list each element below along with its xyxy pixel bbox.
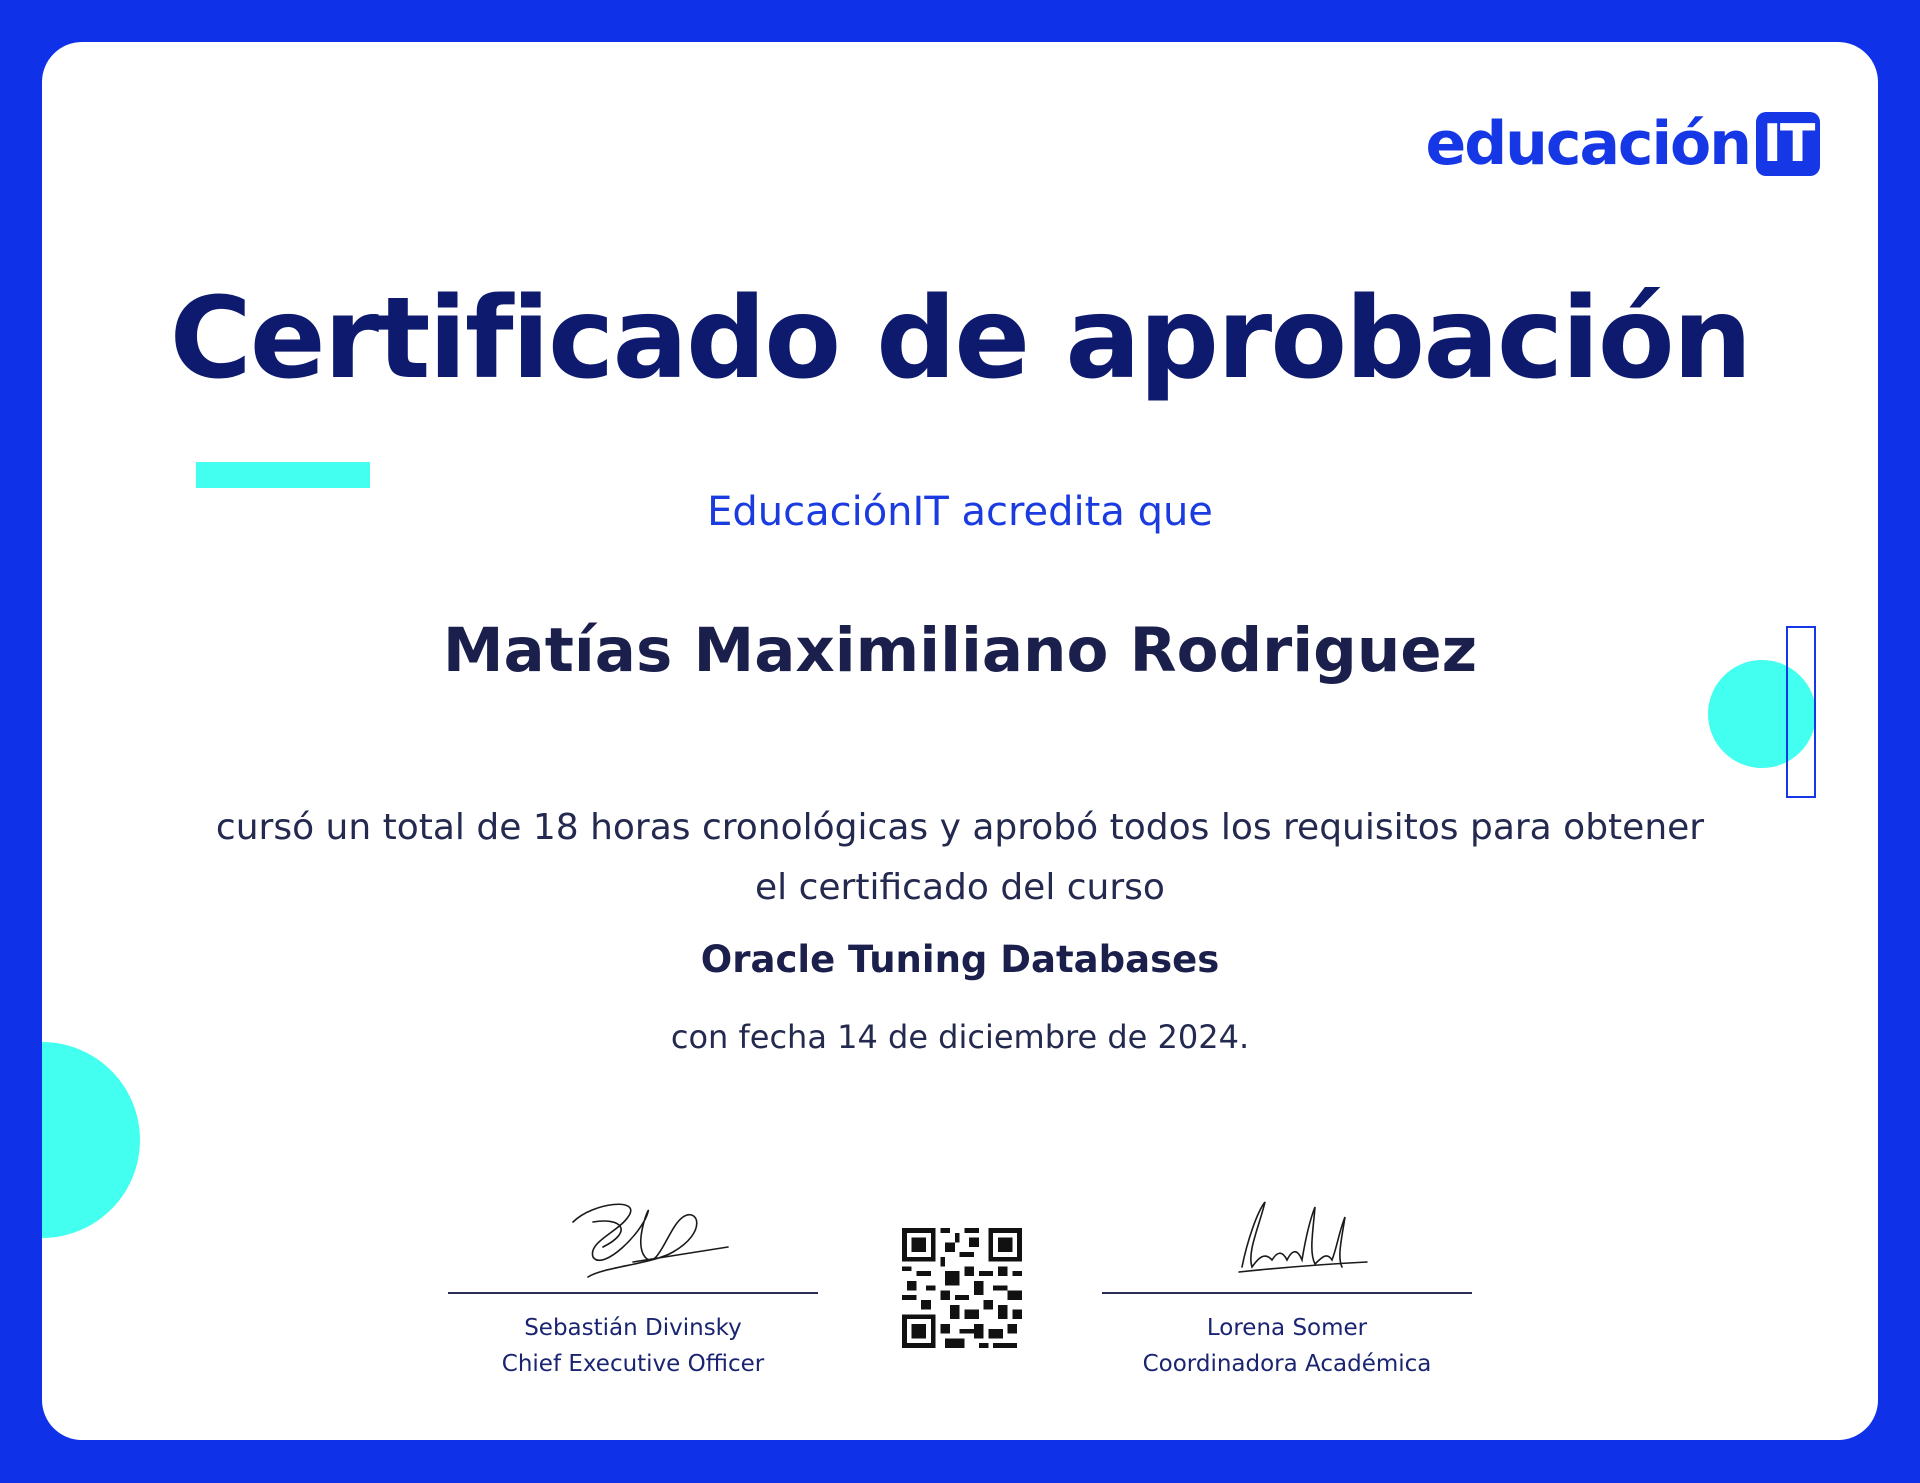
logo-it-box: IT bbox=[1756, 112, 1820, 176]
decorative-rect-right bbox=[1786, 626, 1816, 798]
accredits-text: EducaciónIT acredita que bbox=[707, 489, 1213, 535]
signature-ceo bbox=[533, 1172, 733, 1292]
body-line-1: cursó un total de 18 horas cronológicas y aprobó todos los requisitos para obtener bbox=[215, 807, 1705, 848]
accent-bar bbox=[196, 462, 370, 488]
signature-block-ceo bbox=[448, 1172, 818, 1382]
course-name: Oracle Tuning Databases bbox=[700, 938, 1220, 981]
logo-wordmark: educación bbox=[1425, 109, 1750, 179]
signer-name-coordinator: Lorena Somer bbox=[1206, 1315, 1368, 1341]
certificate-title: Certificado de aprobación bbox=[169, 274, 1751, 404]
body-line-2: el certificado del curso bbox=[755, 867, 1165, 908]
signature-coordinator bbox=[1187, 1172, 1387, 1292]
certificate-body bbox=[202, 798, 1718, 918]
educacionit-logo bbox=[1425, 109, 1820, 179]
decorative-circle-left bbox=[42, 1042, 140, 1238]
certificate-card bbox=[42, 42, 1878, 1440]
signature-line-coordinator bbox=[1102, 1292, 1472, 1294]
signer-role-ceo: Chief Executive Officer bbox=[501, 1351, 765, 1377]
qr-code-icon bbox=[902, 1228, 1022, 1348]
signature-line-ceo bbox=[448, 1292, 818, 1294]
signer-role-coordinator: Coordinadora Académica bbox=[1142, 1351, 1432, 1377]
certificate-date: con fecha 14 de diciembre de 2024. bbox=[670, 1018, 1250, 1056]
signer-name-ceo: Sebastián Divinsky bbox=[524, 1315, 742, 1341]
student-name: Matías Maximiliano Rodriguez bbox=[442, 615, 1478, 686]
signature-block-coordinator bbox=[1102, 1172, 1472, 1382]
